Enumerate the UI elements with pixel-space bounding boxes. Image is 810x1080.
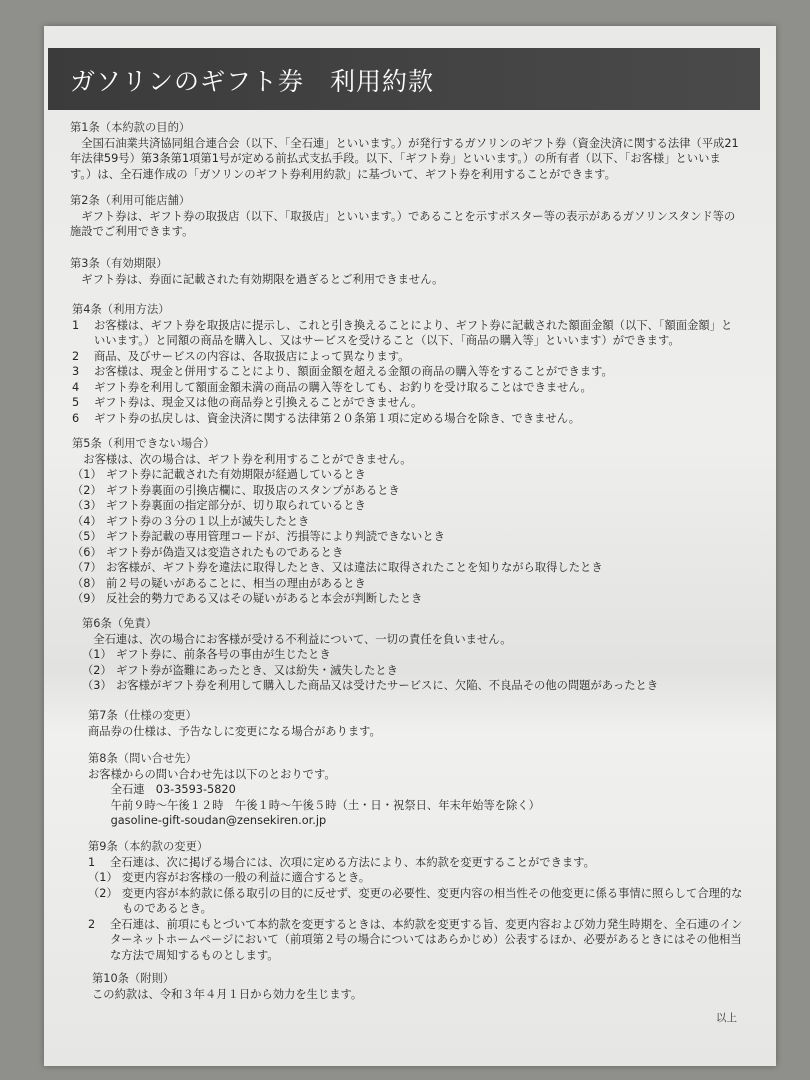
item-number: 1: [72, 318, 80, 332]
item-number: 5: [72, 396, 80, 409]
line-text: ギフト券裏面の指定部分が、切り取られているとき: [106, 499, 366, 512]
article-line: [72, 545, 603, 561]
article-heading: 第3条（有効期限）: [70, 257, 168, 270]
line-text: ギフト券記載の専用管理コードが、汚損等により判読できないとき: [106, 530, 445, 543]
article-line: [72, 333, 732, 349]
page-title: ガソリンのギフト券 利用約款: [70, 67, 435, 96]
line-text: ギフト券に、前条各号の事由が生じたとき: [116, 648, 331, 661]
article-line: [70, 224, 735, 240]
closing-mark: 以上: [716, 1012, 737, 1024]
article-line: [88, 870, 742, 886]
article-line: [88, 901, 742, 917]
item-number: （4）: [72, 514, 102, 528]
line-text: ものであるとき。: [122, 902, 212, 915]
item-number: 1: [88, 855, 96, 869]
article-line: [72, 364, 732, 380]
line-text: 施設でご利用できます。: [70, 225, 194, 238]
line-text: いいます。）と同額の商品を購入し、又はサービスを受けること（以下、「商品の購入等」といいます）ができます。: [94, 334, 680, 347]
article-line: [72, 318, 732, 334]
article-heading: 第4条（利用方法）: [72, 303, 170, 316]
article-line: [82, 647, 658, 663]
line-text: ギフト券の３分の１以上が滅失したとき: [106, 514, 310, 528]
line-text: す。）は、全石連作成の「ガソリンのギフト券利用約款」に基づいて、ギフト券を利用することができます。: [70, 167, 616, 181]
line-text: 商品、及びサービスの内容は、各取扱店によって異なります。: [94, 349, 410, 363]
article-heading: 第1条（本約款の目的）: [70, 121, 191, 134]
article-heading: 第7条（仕様の変更）: [88, 709, 197, 722]
line-text: 全石連は、次の場合にお客様が受ける不利益について、一切の責任を負いません。: [82, 632, 512, 646]
article-line: [70, 209, 735, 225]
line-text: 反社会的勢力である又はその疑いがあると本会が判断したとき: [106, 592, 423, 605]
article-line: [88, 813, 540, 829]
article-line: [88, 767, 540, 783]
item-number: （1）: [88, 871, 118, 884]
item-number: （3）: [72, 499, 102, 512]
article-line: [70, 272, 443, 288]
line-text: この約款は、令和３年４月１日から効力を生じます。: [92, 987, 363, 1001]
line-text: ギフト券を利用して額面金額未満の商品の購入等をしても、お釣りを受け取ることはできません。: [94, 380, 592, 394]
item-number: （8）: [72, 576, 102, 590]
line-text: 商品券の仕様は、予告なしに変更になる場合があります。: [88, 724, 381, 738]
article-line: [88, 782, 540, 798]
item-number: （1）: [72, 468, 102, 481]
item-number: （3）: [82, 679, 112, 692]
article-line: [72, 498, 603, 514]
item-number: （1）: [82, 648, 112, 661]
item-number: 6: [72, 411, 80, 425]
item-number: （7）: [72, 561, 102, 574]
item-number: （2）: [82, 663, 112, 677]
line-text: 前２号の疑いがあることに、相当の理由があるとき: [106, 576, 366, 590]
article-line: [72, 467, 603, 483]
item-number: 3: [72, 365, 80, 378]
article-line: [72, 395, 732, 411]
line-text: ターネットホームページにおいて（前項第２号の場合についてはあらかじめ）公表するほか、必要があるときにはその他相当: [110, 933, 742, 946]
line-text: 変更内容がお客様の一般の利益に適合するとき。: [122, 871, 371, 884]
article-line: [88, 886, 742, 902]
article-3: [70, 256, 443, 287]
article-line: [88, 798, 540, 814]
line-text: お客様は、現金と併用することにより、額面金額を超える金額の商品の購入等をすることができます。: [94, 365, 613, 378]
line-text: お客様は、ギフト券を取扱店に提示し、これと引き換えることにより、ギフト券に記載された額面金額（以下、「額面金額」と: [94, 318, 733, 332]
article-10: [92, 971, 362, 1002]
article-line: [72, 349, 732, 365]
article-line: [72, 560, 603, 576]
article-4: [72, 302, 732, 426]
line-text: 午前９時～午後１２時 午後１時～午後５時（土・日・祝祭日、年末年始等を除く）: [88, 798, 540, 812]
line-text: 全石連は、前項にもとづいて本約款を変更するときは、本約款を変更する旨、変更内容および効力発生時期を、全石連のイン: [110, 917, 743, 931]
article-line: [92, 987, 362, 1003]
line-text: ギフト券は、現金又は他の商品券と引換えることができません。: [94, 396, 423, 409]
article-line: [82, 678, 658, 694]
item-number: （6）: [72, 545, 102, 559]
article-heading: 第6条（免責）: [82, 617, 157, 630]
article-line: [72, 514, 603, 530]
article-heading: 第9条（本約款の変更）: [88, 840, 209, 853]
article-line: [72, 380, 732, 396]
article-line: [88, 948, 742, 964]
contact-email[interactable]: gasoline-gift-soudan@zensekiren.or.jp: [88, 814, 327, 827]
article-line: [88, 932, 742, 948]
line-text: ギフト券が偽造又は変造されたものであるとき: [106, 545, 344, 559]
article-line: [82, 663, 658, 679]
line-text: お客様からの問い合わせ先は以下のとおりです。: [88, 767, 336, 781]
line-text: お客様は、次の場合は、ギフト券を利用することができません。: [72, 452, 412, 466]
article-line: [88, 855, 742, 871]
article-line: [88, 724, 381, 740]
article-line: [72, 411, 732, 427]
line-text: ギフト券裏面の引換店欄に、取扱店のスタンプがあるとき: [106, 483, 400, 497]
item-number: （5）: [72, 530, 102, 543]
article-8: [88, 751, 540, 829]
line-text: お客様が、ギフト券を違法に取得したとき、又は違法に取得されたことを知りながら取得したとき: [106, 561, 603, 574]
line-text: 全石連 03-3593-5820: [88, 783, 236, 796]
line-text: ギフト券は、券面に記載された有効期限を過ぎるとご利用できません。: [70, 272, 444, 286]
article-1: [70, 120, 739, 182]
line-text: お客様がギフト券を利用して購入した商品又は受けたサービスに、欠陥、不良品その他の問題があったとき: [116, 679, 659, 692]
item-number: [88, 901, 122, 917]
line-text: ギフト券が盗難にあったとき、又は紛失・滅失したとき: [116, 663, 398, 677]
article-line: [72, 576, 603, 592]
article-heading: 第2条（利用可能店舗）: [70, 194, 191, 207]
title-banner: [48, 48, 760, 110]
article-2: [70, 193, 735, 240]
item-number: （9）: [72, 592, 102, 605]
line-text: 年法律59号）第3条第1項第1号が定める前払式支払手段。以下、「ギフト券」といいます。）の所有者（以下、「お客様」といいま: [70, 152, 721, 165]
item-number: （2）: [88, 886, 118, 900]
article-line: [82, 632, 658, 648]
article-line: [88, 917, 742, 933]
line-text: な方法で周知するものとします。: [110, 948, 279, 962]
item-number: （2）: [72, 483, 102, 497]
article-line: [70, 151, 739, 167]
article-heading: 第5条（利用できない場合）: [72, 437, 215, 450]
article-line: [72, 591, 603, 607]
article-5: [72, 436, 603, 607]
article-line: [72, 452, 603, 468]
item-number: 2: [88, 917, 96, 931]
item-number: 2: [72, 349, 80, 363]
line-text: ギフト券の払戻しは、資金決済に関する法律第２０条第１項に定める場合を除き、できません。: [94, 411, 580, 425]
article-line: [70, 136, 739, 152]
article-7: [88, 708, 381, 739]
article-6: [82, 616, 658, 694]
article-9: [88, 839, 742, 963]
article-line: [72, 483, 603, 499]
article-heading: 第10条（附則）: [92, 972, 175, 985]
line-text: 全石連は、次に掲げる場合には、次項に定める方法により、本約款を変更することができます。: [110, 855, 595, 869]
line-text: ギフト券は、ギフト券の取扱店（以下、「取扱店」といいます。）であることを示すポスター等の表示があるガソリンスタンド等の: [70, 209, 736, 223]
line-text: 全国石油業共済協同組合連合会（以下、「全石連」といいます。）が発行するガソリンのギフト券（資金決済に関する法律（平成21: [70, 136, 739, 150]
line-text: ギフト券に記載された有効期限が経過しているとき: [106, 468, 366, 481]
item-number: 4: [72, 380, 80, 394]
article-line: [72, 529, 603, 545]
article-heading: 第8条（問い合せ先）: [88, 752, 197, 765]
article-line: [70, 167, 739, 183]
line-text: 変更内容が本約款に係る取引の目的に反せず、変更の必要性、変更内容の相当性その他変更に係る事情に照らして合理的な: [122, 886, 743, 900]
